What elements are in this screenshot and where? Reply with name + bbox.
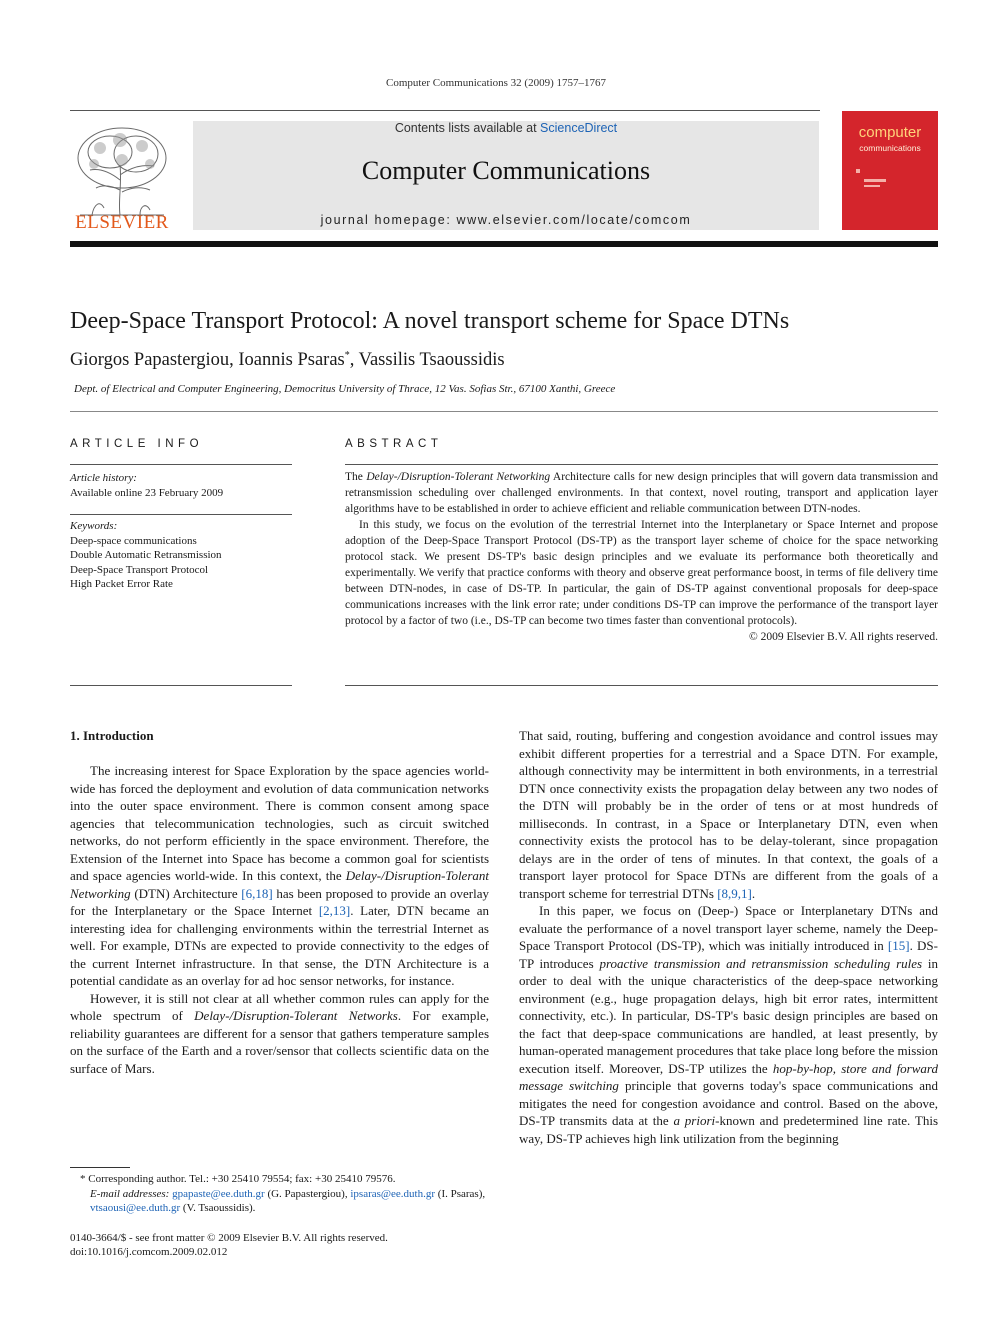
- body-text: . Later, DTN became an interesting idea for challenging environments within the terrestrial Internet as well. For example, DTNs are expected to provide connectivity to the edges of the current Internet infrastructure. In that sense, the DTN Architecture is a potential candidate as an overlay for ad hoc sensor networks, for instance.: [70, 903, 489, 988]
- email-link[interactable]: gpapaste@ee.duth.gr: [172, 1187, 265, 1200]
- journal-name: Computer Communications: [361, 156, 651, 185]
- authors-last: , Vassilis Tsaoussidis: [349, 350, 505, 371]
- publisher-wordmark: ELSEVIER: [75, 212, 169, 233]
- footnote: [70, 1172, 489, 1216]
- cover-title: computer: [858, 124, 922, 141]
- article-history: [70, 471, 292, 500]
- corresponding-author-mark[interactable]: *: [344, 350, 350, 361]
- keyword: Deep-Space Transport Protocol: [70, 563, 209, 576]
- email-link[interactable]: vtsaousi@ee.duth.gr: [90, 1202, 181, 1214]
- email-owner: (G. Papastergiou),: [264, 1187, 351, 1200]
- front-matter: [70, 1231, 388, 1259]
- author-list: [70, 350, 505, 371]
- journal-citation: Computer Communications 32 (2009) 1757–1767: [386, 77, 606, 89]
- section-heading: 1. Introduction: [70, 728, 154, 743]
- body-column-left: [70, 762, 489, 1077]
- article-info-heading: ARTICLE INFO: [70, 438, 204, 450]
- footnote-mark: *: [80, 1173, 86, 1185]
- abstract-emphasis: Delay-/Disruption-Tolerant Networking: [366, 471, 551, 483]
- cover-subtitle: communications: [859, 143, 921, 153]
- citation-link[interactable]: [6,18]: [241, 885, 273, 901]
- title-rule: [70, 411, 938, 412]
- body-paragraph: [519, 902, 938, 1147]
- corresponding-author-note: Corresponding author. Tel.: +30 25410 79554; fax: +30 25410 79576.: [88, 1173, 396, 1185]
- body-paragraph: [519, 727, 938, 902]
- header-rule: [70, 110, 820, 111]
- body-text: That said, routing, buffering and congestion avoidance and control issues may exhibit different properties for a terrestrial and a Space DTN. For example, although connectivity may be intermittent in both environments, in a terrestrial DTN once connectivity exists the propagation delay between any two nodes of the DTN will probably be in the order of tens or at most hundreds of milliseconds. In contrast, in a Space or Interplanetary DTN, even when connectivity exists the protocol has to be delay-tolerant, since propagation delays are in the order of tens of minutes. In that context, the goals of a transport layer protocol for Space DTNs are different from the goals of a transport scheme for terrestrial DTNs: [519, 728, 938, 901]
- abstract-heading: ABSTRACT: [345, 438, 443, 450]
- body-emphasis: hop-by-hop, store and forward message switching: [519, 1060, 938, 1093]
- email-label: E-mail addresses:: [90, 1187, 170, 1200]
- doi-line[interactable]: doi:10.1016/j.comcom.2009.02.012: [70, 1246, 228, 1258]
- body-text: (DTN) Architecture: [130, 885, 242, 901]
- citation-link[interactable]: [8,9,1]: [717, 885, 752, 901]
- issn-line: 0140-3664/$ - see front matter © 2009 Elsevier B.V. All rights reserved.: [70, 1232, 388, 1244]
- footnote-rule: [70, 1167, 130, 1168]
- header-thick-rule: [70, 241, 938, 247]
- email-owner: (V. Tsaoussidis).: [180, 1202, 256, 1214]
- info-rule: [70, 685, 292, 686]
- body-emphasis: Delay-/Disruption-Tolerant Networking: [70, 868, 489, 901]
- abstract-paragraph: In this study, we focus on the evolution of the terrestrial Internet into the Interplanetary or Space Internet and propose adoption of the Deep-Space Transport Protocol (DS-TP) as the transport layer scheme of choice for the space networking protocol stack. We present DS-TP's basic design principles and we evaluate its performance both theoretically and experimentally. We verify that practice conforms with theory and observe great performance boost, in terms of file delivery time between DTN-nodes, in case of DS-TP. In particular, the gain of DS-TP against conventional proposals for deep-space communications increases with the link error rate; under conditions DS-TP can improve the performance of the transport layer protocol by a factor of two (i.e., DS-TP can become two times faster than conventional protocols).: [345, 519, 938, 627]
- body-text: -known and predetermined line rate. This way, DS-TP achieves high link utilization from the beginning: [519, 1113, 938, 1146]
- body-paragraph: [70, 762, 489, 990]
- keyword: Double Automatic Retransmission: [70, 549, 222, 561]
- citation-link[interactable]: [2,13]: [318, 903, 351, 918]
- body-text: In this paper, we focus on (Deep-) Space or Interplanetary DTNs and evaluate the performance of a novel transport layer scheme, namely the Deep-Space Transport Protocol (DS-TP), which was initially introduced in: [519, 903, 938, 953]
- keyword: High Packet Error Rate: [70, 578, 173, 590]
- body-text: The increasing interest for Space Exploration by the space agencies world-wide has forced the deployment and evolution of data communication networks into the outer space environment. There is common consent among space agencies that telecommunication technologies, such as circuit switched networks, do not perform efficiently in the space environment. Therefore, the Extension of the Internet into Space has become a common goal for scientists and space agencies world-wide. In this context, the: [70, 763, 489, 883]
- body-emphasis: Delay-/Disruption-Tolerant Networks: [194, 1008, 398, 1023]
- body-column-right: [519, 727, 938, 1147]
- keywords-block: [70, 519, 292, 592]
- keywords-label: Keywords:: [70, 520, 118, 532]
- abstract-paragraph: [345, 469, 938, 517]
- abstract-rule: [345, 464, 938, 465]
- info-rule: [70, 514, 292, 515]
- contents-line: [193, 121, 819, 135]
- sciencedirect-link[interactable]: ScienceDirect: [540, 121, 618, 135]
- body-text: However, it is still not clear at all whether common rules can apply for the whole spectrum of: [70, 990, 489, 1023]
- keyword: Deep-space communications: [70, 534, 197, 547]
- abstract-rule: [345, 685, 938, 686]
- body-paragraph: [70, 990, 489, 1078]
- history-label: Article history:: [70, 472, 137, 484]
- body-text: .: [751, 885, 756, 901]
- history-value: Available online 23 February 2009: [70, 486, 224, 499]
- abstract-body: [345, 469, 938, 645]
- article-title: Deep-Space Transport Protocol: A novel transport scheme for Space DTNs: [70, 308, 790, 334]
- author-affiliation: Dept. of Electrical and Computer Engineering, Democritus University of Thrace, 12 Vas. Sofias Str., 67100 Xanthi, Greece: [74, 383, 616, 395]
- copyright-notice: © 2009 Elsevier B.V. All rights reserved.: [749, 631, 938, 643]
- email-link[interactable]: ipsaras@ee.duth.gr: [350, 1187, 436, 1200]
- body-text: principle that governs today's space communications and mitigates the need for congestion avoidance and control. Based on the above, DS-TP transmits data at the: [519, 1078, 938, 1128]
- body-emphasis: a priori: [673, 1113, 716, 1128]
- body-text: . DS-TP introduces: [519, 938, 938, 971]
- email-owner: (I. Psaras),: [435, 1187, 486, 1200]
- body-text: . For example, reliability guarantees are different for a sensor that gathers temperature samples on the surface of the Earth and a rover/sensor that collects scientific data on the surface of Mars.: [70, 1008, 489, 1076]
- body-emphasis: proactive transmission and retransmission scheduling rules: [599, 955, 923, 971]
- abstract-text: The: [345, 471, 367, 483]
- body-text: has been proposed to provide an overlay for the Interplanetary or the Space Internet: [70, 885, 489, 918]
- contents-prefix: Contents lists available at: [394, 121, 537, 135]
- body-text: in order to deal with the unique characteristics of the deep-space networking environment (e.g., huge propagation delays, high bit error rates, intermittent connectivity, etc.). In particular, DS-TP's basic design principles are based on the fact that deep-space communications are handled, at least presently, by human-operated management procedures that take place long before the mission execution itself. Moreover, DS-TP utilizes the: [519, 955, 938, 1076]
- journal-homepage[interactable]: journal homepage: www.elsevier.com/locate/comcom: [320, 213, 692, 227]
- authors-first: Giorgos Papastergiou, Ioannis Psaras: [70, 350, 345, 371]
- abstract-text: Architecture calls for new design principles that will govern data transmission and retransmission scheduling over challenged environments. In that context, novel routing, transport and application layer algorithms have to be established in order to achieve efficient and reliable communication between DTN-nodes.: [345, 471, 938, 515]
- info-rule: [70, 464, 292, 465]
- citation-link[interactable]: [15]: [887, 938, 910, 953]
